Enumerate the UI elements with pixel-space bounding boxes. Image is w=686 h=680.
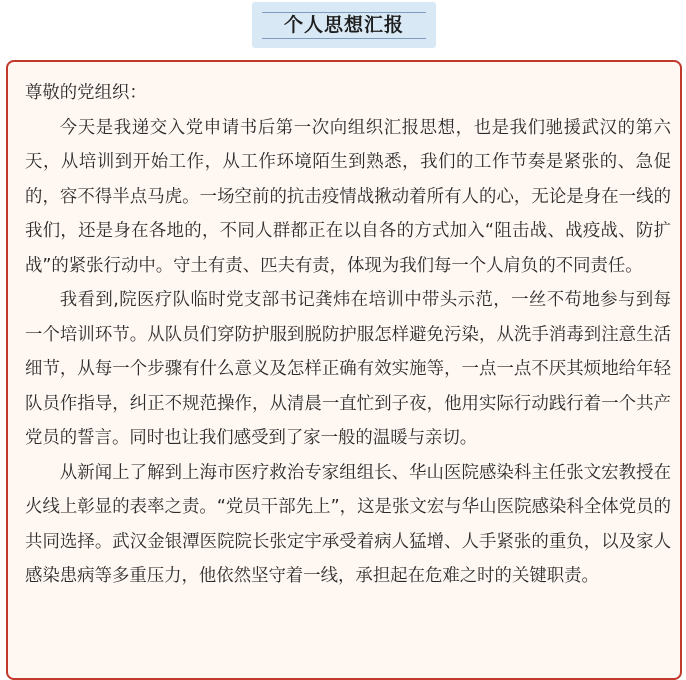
- page-title: 个人思想汇报: [283, 14, 404, 36]
- salutation: 尊敬的党组织：: [25, 83, 147, 103]
- paragraph-2: 我看到,院医疗队临时党支部书记龚炜在培训中带头示范，一丝不苟地参与到每一个培训环节。从队员们穿防护服到脱防护服怎样避免污染，从洗手消毒到注意生活细节，从每一个步骤有什么意义及怎样正确有效实施等，一点一点不厌其烦地给年轻队员作指导，纠正不规范操作，从清晨一直忙到子夜，他用实际行动践行着一个共产党员的誓言。同时也让我们感受到了家一般的温暖与亲切。: [25, 290, 671, 448]
- letter-frame: [6, 60, 682, 680]
- letter-body: [25, 76, 671, 594]
- paragraph-3: 从新闻上了解到上海市医疗救治专家组组长、华山医院感染科主任张文宏教授在火线上彰显的表率之责。“党员干部先上”，这是张文宏与华山医院感染科全体党员的共同选择。武汉金银潭医院院长张定宇承受着病人猛增、人手紧张的重负，以及家人感染患病等多重压力，他依然坚守着一线，承担起在危难之时的关键职责。: [25, 462, 671, 586]
- title-rule-bottom: [262, 38, 426, 39]
- paragraph-1: 今天是我递交入党申请书后第一次向组织汇报思想，也是我们驰援武汉的第六天，从培训到开始工作，从工作环境陌生到熟悉，我们的工作节奏是紧张的、急促的，容不得半点马虎。一场空前的抗击疫情战揪动着所有人的心，无论是身在一线的我们，还是身在各地的，不同人群都正在以自各的方式加入“阻击战、战疫战、防扩战”的紧张行动中。守土有责、匹夫有责，体现为我们每一个人肩负的不同责任。: [25, 117, 671, 276]
- title-banner: [252, 2, 436, 48]
